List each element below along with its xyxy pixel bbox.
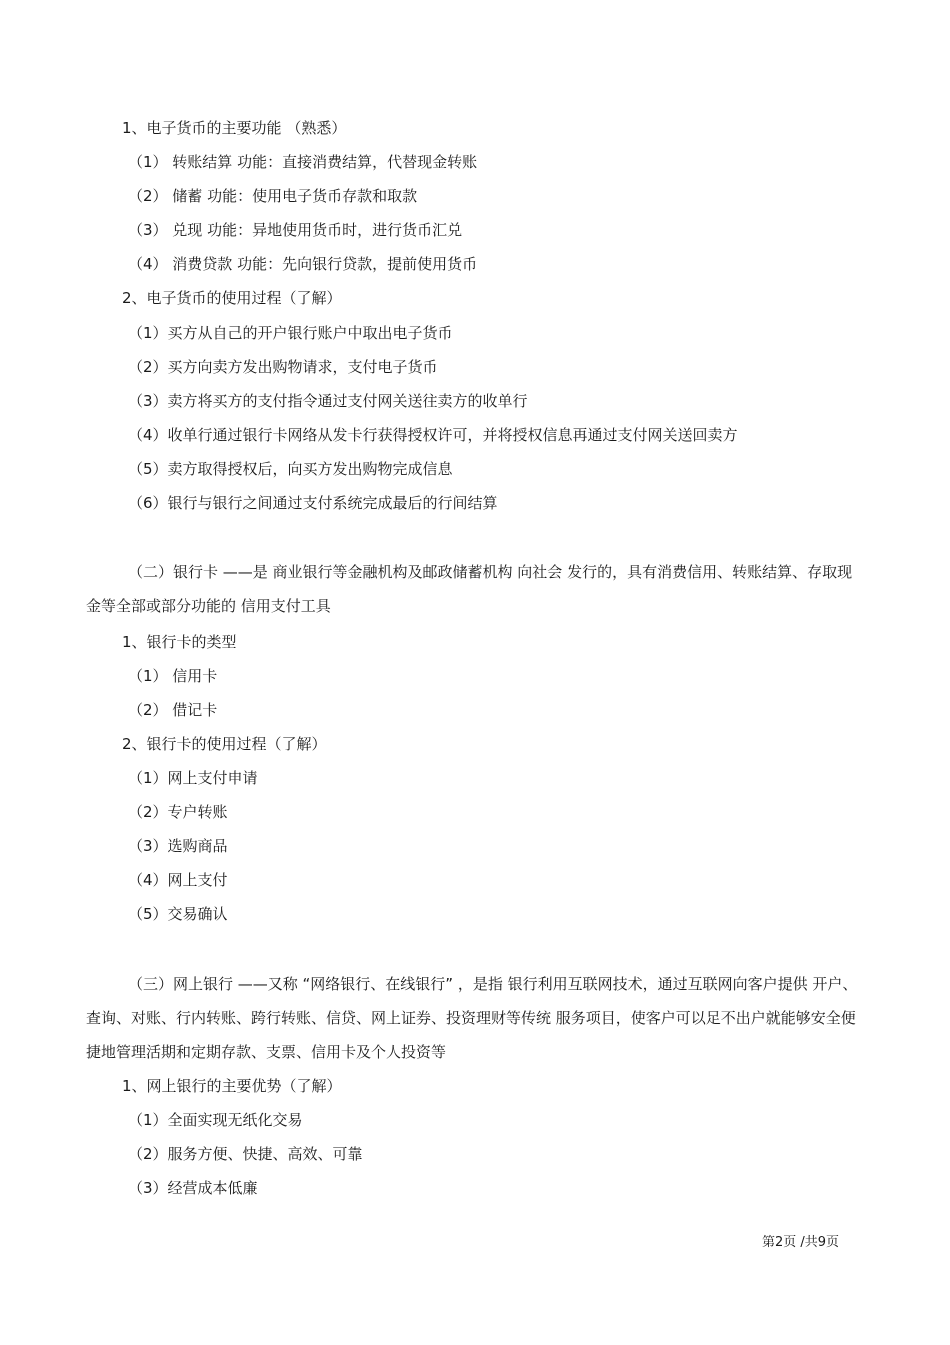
heading-card-types: 1、银行卡的类型 [122,633,237,651]
list-item: （3） 兑现 功能：异地使用货币时，进行货币汇兑 [128,221,463,239]
list-item: （2）买方向卖方发出购物请求，支付电子货币 [128,358,438,376]
list-item: （6）银行与银行之间通过支付系统完成最后的行间结算 [128,494,498,512]
list-item: （4）网上支付 [128,871,228,889]
list-item: （2） 借记卡 [128,701,218,719]
page-number: 第2页 /共9页 [762,1235,840,1250]
heading-emoney-process: 2、电子货币的使用过程（了解） [122,289,342,307]
heading-card-process: 2、银行卡的使用过程（了解） [122,735,327,753]
list-item: （3）选购商品 [128,837,228,855]
list-item: （3）经营成本低廉 [128,1179,258,1197]
list-item: （2）专户转账 [128,803,228,821]
list-item: （1）买方从自己的开户银行账户中取出电子货币 [128,324,453,342]
list-item: （1）全面实现无纸化交易 [128,1111,303,1129]
list-item: （3）卖方将买方的支付指令通过支付网关送往卖方的收单行 [128,392,528,410]
list-item: （2）服务方便、快捷、高效、可靠 [128,1145,363,1163]
heading-online-banking-advantages: 1、网上银行的主要优势（了解） [122,1077,342,1095]
paragraph-bank-card: （二）银行卡 ——是 商业银行等金融机构及邮政储蓄机构 向社会 发行的，具有消费信用、转账结算、存取现金等全部或部分功能的 信用支付工具 [86,563,853,615]
list-item: （2） 储蓄 功能：使用电子货币存款和取款 [128,187,418,205]
list-item: （1） 转账结算 功能：直接消费结算，代替现金转账 [128,153,478,171]
list-item: （5）交易确认 [128,905,228,923]
list-item: （5）卖方取得授权后，向买方发出购物完成信息 [128,460,453,478]
heading-emoney-functions: 1、电子货币的主要功能 （熟悉） [122,119,347,137]
paragraph-online-banking: （三）网上银行 ——又称 “网络银行、在线银行” ，是指 银行利用互联网技术，通过互联网向客户提供 开户、查询、对账、行内转账、跨行转账、信贷、网上证券、投资理财等传统 服务项目，使客户可以足不出户就能够安全便捷地管理活期和定期存款、支票、信用卡及个人投资等 [86,975,858,1061]
list-item: （4）收单行通过银行卡网络从发卡行获得授权许可，并将授权信息再通过支付网关送回卖方 [128,426,738,444]
list-item: （4） 消费贷款 功能：先向银行贷款，提前使用货币 [128,255,478,273]
list-item: （1） 信用卡 [128,667,218,685]
list-item: （1）网上支付申请 [128,769,258,787]
